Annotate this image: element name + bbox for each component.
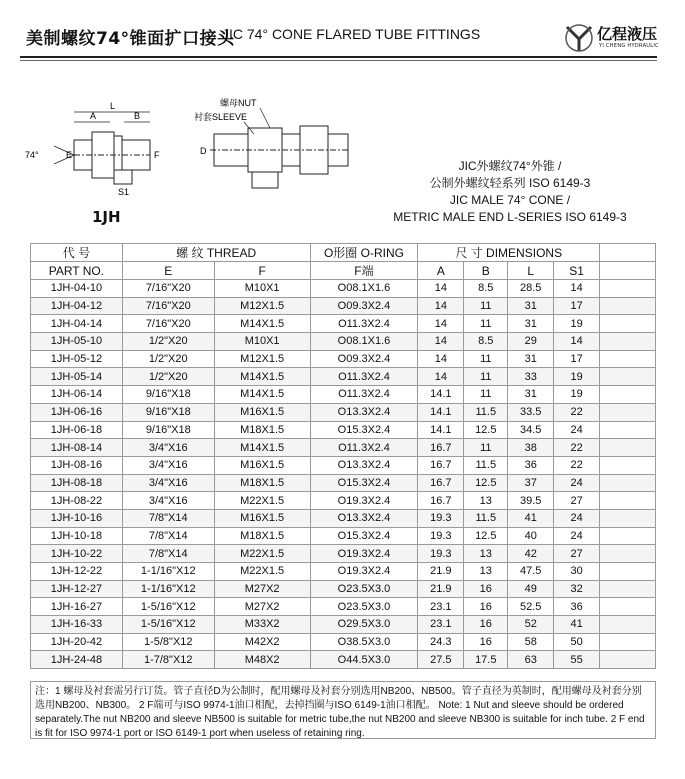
cell-dim-b: 11 <box>464 297 508 315</box>
page-header <box>0 0 685 70</box>
cell-dim-a: 23.1 <box>418 616 464 634</box>
table-row <box>31 527 656 545</box>
cell-thread-f: M10X1 <box>214 333 310 351</box>
cell-spacer <box>600 616 656 634</box>
cell-dim-a: 14 <box>418 350 464 368</box>
header-dimensions: 尺 寸 DIMENSIONS <box>418 244 600 262</box>
cell-dim-b: 11.5 <box>464 403 508 421</box>
cell-dim-a: 19.3 <box>418 527 464 545</box>
cell-part-no: 1JH-08-14 <box>31 439 123 457</box>
cell-part-no: 1JH-06-16 <box>31 403 123 421</box>
cell-oring: O13.3X2.4 <box>310 456 418 474</box>
table-row <box>31 633 656 651</box>
cell-thread-e: 3/4"X16 <box>122 439 214 457</box>
cell-spacer <box>600 297 656 315</box>
cell-dim-s1: 19 <box>554 386 600 404</box>
cell-part-no: 1JH-08-18 <box>31 474 123 492</box>
header-oring: O形圈 O-RING <box>310 244 418 262</box>
cell-dim-a: 14.1 <box>418 386 464 404</box>
cell-spacer <box>600 333 656 351</box>
cell-dim-l: 36 <box>508 456 554 474</box>
cell-dim-b: 16 <box>464 580 508 598</box>
cell-thread-e: 1/2"X20 <box>122 350 214 368</box>
cell-dim-l: 29 <box>508 333 554 351</box>
table-row <box>31 563 656 581</box>
header-e: E <box>122 262 214 280</box>
header-spacer <box>600 244 656 262</box>
cell-dim-s1: 17 <box>554 297 600 315</box>
cell-oring: O13.3X2.4 <box>310 403 418 421</box>
cell-part-no: 1JH-04-10 <box>31 280 123 298</box>
header-spacer <box>600 262 656 280</box>
cell-thread-f: M27X2 <box>214 580 310 598</box>
cell-oring: O08.1X1.6 <box>310 280 418 298</box>
table-row <box>31 545 656 563</box>
cell-dim-s1: 19 <box>554 368 600 386</box>
logo-name: 亿程液压 <box>597 25 658 43</box>
cell-thread-f: M42X2 <box>214 633 310 651</box>
table-row <box>31 474 656 492</box>
cell-thread-e: 7/8"X14 <box>122 527 214 545</box>
fitting-body <box>74 132 150 184</box>
cell-thread-e: 1/2"X20 <box>122 333 214 351</box>
cell-dim-a: 14.1 <box>418 421 464 439</box>
cell-thread-f: M14X1.5 <box>214 439 310 457</box>
cell-dim-l: 52.5 <box>508 598 554 616</box>
cell-dim-l: 42 <box>508 545 554 563</box>
cell-thread-e: 1-5/8"X12 <box>122 633 214 651</box>
header-s1: S1 <box>554 262 600 280</box>
header-part-no: PART NO. <box>31 262 123 280</box>
cell-dim-l: 34.5 <box>508 421 554 439</box>
cell-dim-b: 12.5 <box>464 527 508 545</box>
table-row <box>31 421 656 439</box>
cell-part-no: 1JH-05-12 <box>31 350 123 368</box>
cell-thread-e: 3/4"X16 <box>122 492 214 510</box>
cell-part-no: 1JH-16-27 <box>31 598 123 616</box>
cell-thread-f: M16X1.5 <box>214 509 310 527</box>
cell-oring: O15.3X2.4 <box>310 421 418 439</box>
cell-dim-l: 31 <box>508 350 554 368</box>
cell-dim-b: 8.5 <box>464 333 508 351</box>
assembly-body <box>210 126 350 188</box>
cell-spacer <box>600 403 656 421</box>
label-angle: 74° <box>25 150 39 160</box>
cell-dim-l: 31 <box>508 315 554 333</box>
cell-dim-b: 16 <box>464 598 508 616</box>
table-row <box>31 651 656 669</box>
cell-part-no: 1JH-12-22 <box>31 563 123 581</box>
cell-thread-f: M14X1.5 <box>214 368 310 386</box>
cell-dim-b: 11 <box>464 386 508 404</box>
table-row <box>31 598 656 616</box>
cell-dim-s1: 55 <box>554 651 600 669</box>
label-L: L <box>110 101 116 111</box>
table-row <box>31 297 656 315</box>
cell-dim-s1: 24 <box>554 509 600 527</box>
label-B: B <box>134 111 141 121</box>
cell-thread-f: M10X1 <box>214 280 310 298</box>
desc-line-4: METRIC MALE END L-SERIES ISO 6149-3 <box>393 210 627 224</box>
cell-dim-b: 17.5 <box>464 651 508 669</box>
cell-dim-l: 31 <box>508 386 554 404</box>
table-row <box>31 439 656 457</box>
cell-spacer <box>600 492 656 510</box>
cell-oring: O08.1X1.6 <box>310 333 418 351</box>
cell-thread-f: M48X2 <box>214 651 310 669</box>
cell-oring: O44.5X3.0 <box>310 651 418 669</box>
cell-part-no: 1JH-16-33 <box>31 616 123 634</box>
cell-thread-e: 1-5/16"X12 <box>122 616 214 634</box>
cell-dim-b: 11.5 <box>464 456 508 474</box>
cell-thread-f: M14X1.5 <box>214 315 310 333</box>
cell-dim-b: 8.5 <box>464 280 508 298</box>
title-chinese: 美制螺纹74°锥面扩口接头 <box>26 29 235 49</box>
header-code-cn: 代 号 <box>31 244 123 262</box>
cell-dim-a: 24.3 <box>418 633 464 651</box>
cell-oring: O23.5X3.0 <box>310 580 418 598</box>
cell-thread-f: M18X1.5 <box>214 421 310 439</box>
label-nut: 螺母NUT <box>220 98 257 108</box>
cell-thread-e: 1-7/8"X12 <box>122 651 214 669</box>
cell-spacer <box>600 456 656 474</box>
cell-oring: O15.3X2.4 <box>310 474 418 492</box>
cell-dim-b: 13 <box>464 492 508 510</box>
cell-spacer <box>600 651 656 669</box>
cell-dim-b: 11.5 <box>464 509 508 527</box>
cell-dim-l: 52 <box>508 616 554 634</box>
cell-thread-f: M22X1.5 <box>214 492 310 510</box>
cell-dim-a: 16.7 <box>418 456 464 474</box>
cell-thread-f: M22X1.5 <box>214 545 310 563</box>
cell-dim-s1: 24 <box>554 421 600 439</box>
table-row <box>31 456 656 474</box>
cell-oring: O19.3X2.4 <box>310 492 418 510</box>
cell-part-no: 1JH-08-22 <box>31 492 123 510</box>
cell-dim-b: 13 <box>464 563 508 581</box>
spec-table <box>30 243 656 669</box>
label-D: D <box>200 146 207 156</box>
cell-part-no: 1JH-12-27 <box>31 580 123 598</box>
cell-thread-f: M12X1.5 <box>214 350 310 368</box>
header-a: A <box>418 262 464 280</box>
cell-oring: O11.3X2.4 <box>310 368 418 386</box>
cell-dim-a: 14 <box>418 368 464 386</box>
cell-dim-l: 49 <box>508 580 554 598</box>
cell-thread-f: M33X2 <box>214 616 310 634</box>
cell-thread-e: 7/8"X14 <box>122 545 214 563</box>
notes-text: 注：1 螺母及衬套需另行订货。管子直径D为公制时，配用螺母及衬套分别选用NB200、NB500。管子直径为英制时，配用螺母及衬套分别选用NB200、NB300。 2 F端可与ISO 9974-1油口相配，去掉挡圈与ISO 6149-1油口相配。 Note: 1 Nut and sleeve should be ordered separately.The nut NB200 and sleeve NB500 is suitable for metric tube,the nut NB200 and sleeve NB300 is suitable for inch tube. 2 F end is fit for ISO 9974-1 port or ISO 6149-1 port when useless of retaining ring. <box>35 686 645 739</box>
cell-dim-l: 58 <box>508 633 554 651</box>
cell-part-no: 1JH-06-14 <box>31 386 123 404</box>
cell-dim-l: 28.5 <box>508 280 554 298</box>
table-row <box>31 580 656 598</box>
cell-spacer <box>600 633 656 651</box>
cell-dim-b: 11 <box>464 439 508 457</box>
cell-part-no: 1JH-10-18 <box>31 527 123 545</box>
label-A: A <box>90 111 97 121</box>
fitting-drawing <box>24 98 354 216</box>
cell-dim-b: 16 <box>464 616 508 634</box>
cell-dim-s1: 22 <box>554 403 600 421</box>
cell-dim-s1: 14 <box>554 280 600 298</box>
cell-dim-a: 19.3 <box>418 545 464 563</box>
cell-part-no: 1JH-05-14 <box>31 368 123 386</box>
cell-thread-e: 1-1/16"X12 <box>122 563 214 581</box>
cell-oring: O11.3X2.4 <box>310 315 418 333</box>
cell-dim-l: 33.5 <box>508 403 554 421</box>
cell-oring: O29.5X3.0 <box>310 616 418 634</box>
cell-dim-l: 63 <box>508 651 554 669</box>
title-english: JIC 74° CONE FLARED TUBE FITTINGS <box>222 26 481 42</box>
cell-dim-b: 12.5 <box>464 421 508 439</box>
table-row <box>31 350 656 368</box>
cell-thread-e: 1-1/16"X12 <box>122 580 214 598</box>
cell-dim-a: 23.1 <box>418 598 464 616</box>
cell-dim-l: 37 <box>508 474 554 492</box>
cell-dim-s1: 36 <box>554 598 600 616</box>
cell-dim-b: 11 <box>464 315 508 333</box>
header-f: F <box>214 262 310 280</box>
table-row <box>31 616 656 634</box>
cell-dim-a: 16.7 <box>418 439 464 457</box>
cell-spacer <box>600 439 656 457</box>
cell-thread-f: M16X1.5 <box>214 403 310 421</box>
cell-dim-a: 14 <box>418 315 464 333</box>
cell-spacer <box>600 580 656 598</box>
cell-dim-l: 40 <box>508 527 554 545</box>
cell-part-no: 1JH-04-12 <box>31 297 123 315</box>
cell-part-no: 1JH-10-16 <box>31 509 123 527</box>
label-E: E <box>66 150 73 160</box>
cell-dim-a: 19.3 <box>418 509 464 527</box>
header-rule <box>20 56 657 58</box>
cell-dim-s1: 50 <box>554 633 600 651</box>
cell-dim-a: 21.9 <box>418 563 464 581</box>
label-S1: S1 <box>118 187 130 197</box>
cell-thread-e: 9/16"X18 <box>122 421 214 439</box>
cell-thread-e: 3/4"X16 <box>122 474 214 492</box>
cell-thread-e: 9/16"X18 <box>122 386 214 404</box>
table-row <box>31 403 656 421</box>
cell-thread-f: M18X1.5 <box>214 474 310 492</box>
cell-dim-l: 38 <box>508 439 554 457</box>
cell-thread-f: M12X1.5 <box>214 297 310 315</box>
cell-dim-s1: 27 <box>554 492 600 510</box>
table-row <box>31 368 656 386</box>
desc-line-1: JIC外螺纹74°外锥 / <box>458 159 562 173</box>
cell-part-no: 1JH-24-48 <box>31 651 123 669</box>
notes-box <box>30 681 656 739</box>
desc-line-3: JIC MALE 74° CONE / <box>449 193 571 207</box>
cell-oring: O13.3X2.4 <box>310 509 418 527</box>
cell-part-no: 1JH-20-42 <box>31 633 123 651</box>
table-row <box>31 333 656 351</box>
label-F: F <box>154 150 160 160</box>
cell-thread-f: M22X1.5 <box>214 563 310 581</box>
cell-dim-s1: 22 <box>554 456 600 474</box>
cell-dim-l: 39.5 <box>508 492 554 510</box>
cell-part-no: 1JH-05-10 <box>31 333 123 351</box>
cell-spacer <box>600 509 656 527</box>
cell-oring: O23.5X3.0 <box>310 598 418 616</box>
cell-part-no: 1JH-06-18 <box>31 421 123 439</box>
cell-dim-a: 14.1 <box>418 403 464 421</box>
cell-dim-s1: 17 <box>554 350 600 368</box>
cell-spacer <box>600 474 656 492</box>
cell-spacer <box>600 368 656 386</box>
cell-dim-b: 11 <box>464 368 508 386</box>
cell-spacer <box>600 545 656 563</box>
cell-thread-e: 7/16"X20 <box>122 280 214 298</box>
cell-part-no: 1JH-08-16 <box>31 456 123 474</box>
cell-spacer <box>600 563 656 581</box>
cell-dim-b: 12.5 <box>464 474 508 492</box>
cell-spacer <box>600 386 656 404</box>
cell-oring: O19.3X2.4 <box>310 545 418 563</box>
cell-dim-s1: 24 <box>554 474 600 492</box>
cell-spacer <box>600 598 656 616</box>
cell-dim-a: 14 <box>418 333 464 351</box>
cell-oring: O15.3X2.4 <box>310 527 418 545</box>
header-b: B <box>464 262 508 280</box>
header-f-end: F端 <box>310 262 418 280</box>
cell-thread-f: M14X1.5 <box>214 386 310 404</box>
cell-dim-s1: 27 <box>554 545 600 563</box>
cell-dim-b: 11 <box>464 350 508 368</box>
cell-thread-e: 9/16"X18 <box>122 403 214 421</box>
cell-thread-e: 1-5/16"X12 <box>122 598 214 616</box>
cell-thread-e: 7/16"X20 <box>122 315 214 333</box>
cell-dim-a: 14 <box>418 280 464 298</box>
model-number: 1JH <box>92 208 121 226</box>
cell-thread-e: 7/8"X14 <box>122 509 214 527</box>
cell-spacer <box>600 421 656 439</box>
header-rule-thin <box>20 60 657 61</box>
logo-subtitle: YI CHENG HYDRAULIC <box>599 43 659 49</box>
cell-spacer <box>600 280 656 298</box>
header-thread: 螺 纹 THREAD <box>122 244 310 262</box>
cell-part-no: 1JH-10-22 <box>31 545 123 563</box>
table-row <box>31 509 656 527</box>
header-l: L <box>508 262 554 280</box>
cell-dim-b: 13 <box>464 545 508 563</box>
cell-dim-a: 16.7 <box>418 474 464 492</box>
cell-oring: O19.3X2.4 <box>310 563 418 581</box>
cell-dim-s1: 14 <box>554 333 600 351</box>
table-row <box>31 315 656 333</box>
cell-oring: O11.3X2.4 <box>310 386 418 404</box>
cell-thread-e: 1/2"X20 <box>122 368 214 386</box>
cell-part-no: 1JH-04-14 <box>31 315 123 333</box>
table-row <box>31 386 656 404</box>
cell-oring: O09.3X2.4 <box>310 297 418 315</box>
cell-dim-a: 21.9 <box>418 580 464 598</box>
cell-thread-f: M16X1.5 <box>214 456 310 474</box>
cell-dim-s1: 22 <box>554 439 600 457</box>
cell-dim-s1: 41 <box>554 616 600 634</box>
cell-dim-l: 47.5 <box>508 563 554 581</box>
cell-thread-f: M18X1.5 <box>214 527 310 545</box>
cell-dim-s1: 19 <box>554 315 600 333</box>
cell-oring: O11.3X2.4 <box>310 439 418 457</box>
cell-spacer <box>600 527 656 545</box>
cell-thread-f: M27X2 <box>214 598 310 616</box>
logo-icon <box>563 23 595 53</box>
cell-spacer <box>600 350 656 368</box>
cell-dim-s1: 32 <box>554 580 600 598</box>
cell-dim-l: 31 <box>508 297 554 315</box>
cell-spacer <box>600 315 656 333</box>
cell-dim-a: 14 <box>418 297 464 315</box>
company-logo <box>563 23 673 53</box>
cell-dim-s1: 24 <box>554 527 600 545</box>
cell-dim-a: 27.5 <box>418 651 464 669</box>
cell-dim-a: 16.7 <box>418 492 464 510</box>
cell-dim-l: 41 <box>508 509 554 527</box>
cell-thread-e: 3/4"X16 <box>122 456 214 474</box>
cell-thread-e: 7/16"X20 <box>122 297 214 315</box>
label-sleeve: 衬套SLEEVE <box>194 112 248 122</box>
cell-oring: O38.5X3.0 <box>310 633 418 651</box>
cell-oring: O09.3X2.4 <box>310 350 418 368</box>
cell-dim-b: 16 <box>464 633 508 651</box>
fitting-description <box>360 158 660 226</box>
cell-dim-s1: 30 <box>554 563 600 581</box>
table-row <box>31 280 656 298</box>
cell-dim-l: 33 <box>508 368 554 386</box>
desc-line-2: 公制外螺纹轻系列 ISO 6149-3 <box>429 176 591 190</box>
table-row <box>31 492 656 510</box>
